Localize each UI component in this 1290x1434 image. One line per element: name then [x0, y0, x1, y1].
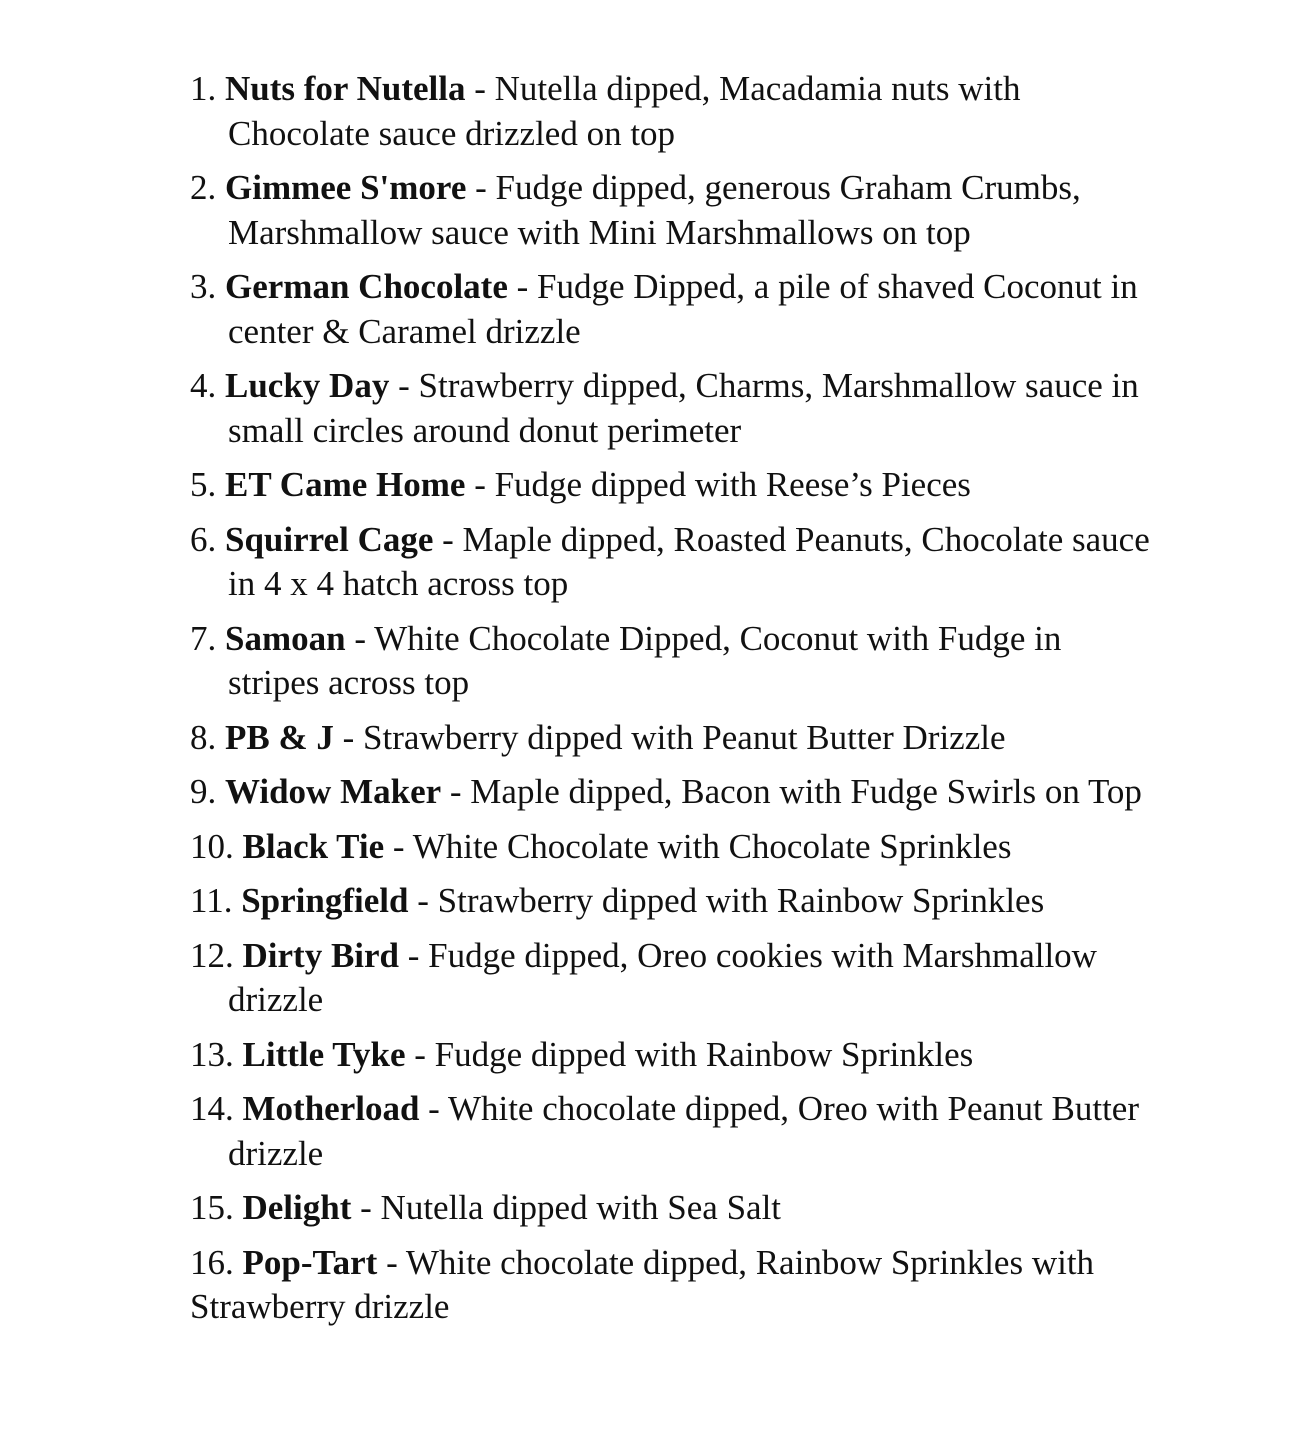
item-name: ET Came Home — [225, 465, 466, 504]
item-name: Gimmee S'more — [225, 168, 467, 207]
item-number: 3. — [190, 267, 217, 306]
item-description: - Strawberry dipped with Peanut Butter Drizzle — [333, 717, 1006, 757]
item-description: - Nutella dipped with Sea Salt — [351, 1188, 782, 1227]
item-description: - Strawberry dipped with Rainbow Sprinkles — [408, 881, 1045, 920]
list-item — [190, 166, 1150, 255]
item-description: - Fudge dipped, Oreo cookies with Marshmallow drizzle — [228, 935, 1097, 1019]
item-description: - White chocolate dipped, Rainbow Sprinkles with Strawberry drizzle — [190, 1242, 1095, 1326]
item-name: Pop-Tart — [242, 1242, 378, 1282]
list-item — [190, 770, 1150, 815]
item-number: 6. — [190, 519, 217, 559]
donut-menu-list — [190, 67, 1150, 1340]
item-number: 12. — [190, 935, 234, 975]
item-number: 13. — [190, 1034, 234, 1074]
item-name: Dirty Bird — [242, 935, 400, 975]
item-description: - Fudge Dipped, a pile of shaved Coconut in center & Caramel drizzle — [228, 267, 1138, 351]
list-item — [190, 934, 1150, 1023]
item-name: Lucky Day — [225, 366, 390, 405]
item-name: Delight — [242, 1188, 352, 1227]
item-number: 15. — [190, 1188, 234, 1227]
item-name: Samoan — [225, 618, 346, 658]
item-number: 5. — [190, 465, 217, 504]
item-description: - White Chocolate with Chocolate Sprinkles — [384, 826, 1012, 866]
item-name: Springfield — [241, 881, 409, 920]
list-item — [190, 879, 1150, 924]
item-number: 1. — [190, 69, 217, 108]
list-item — [190, 1241, 1150, 1330]
list-item — [190, 825, 1150, 870]
list-item — [190, 265, 1150, 354]
item-description: - Strawberry dipped, Charms, Marshmallow sauce in small circles around donut perimeter — [228, 366, 1139, 450]
item-description: - Maple dipped, Roasted Peanuts, Chocolate sauce in 4 x 4 hatch across top — [228, 519, 1150, 603]
item-number: 16. — [190, 1242, 234, 1282]
item-number: 10. — [190, 826, 234, 866]
list-item — [190, 617, 1150, 706]
item-description: - Fudge dipped with Reese’s Pieces — [465, 465, 971, 504]
item-number: 9. — [190, 772, 217, 811]
item-name: Squirrel Cage — [225, 519, 434, 559]
list-item — [190, 67, 1150, 156]
list-item — [190, 716, 1150, 761]
item-number: 8. — [190, 717, 217, 757]
item-number: 14. — [190, 1089, 234, 1128]
item-description: - Nutella dipped, Macadamia nuts with Chocolate sauce drizzled on top — [228, 69, 1021, 153]
item-number: 7. — [190, 618, 217, 658]
list-item — [190, 1033, 1150, 1078]
item-name: Widow Maker — [225, 772, 442, 811]
item-number: 4. — [190, 366, 217, 405]
item-name: Little Tyke — [242, 1034, 406, 1074]
item-number: 11. — [190, 881, 233, 920]
item-name: Black Tie — [242, 826, 385, 866]
item-name: Motherload — [242, 1089, 420, 1128]
item-number: 2. — [190, 168, 217, 207]
item-description: - Fudge dipped with Rainbow Sprinkles — [405, 1034, 974, 1074]
item-description: - Fudge dipped, generous Graham Crumbs, Marshmallow sauce with Mini Marshmallows on top — [228, 168, 1081, 252]
list-item — [190, 463, 1150, 508]
list-item — [190, 1087, 1150, 1176]
item-name: PB & J — [225, 717, 334, 757]
item-description: - Maple dipped, Bacon with Fudge Swirls on Top — [441, 772, 1142, 811]
item-name: German Chocolate — [225, 267, 508, 306]
item-description: - White chocolate dipped, Oreo with Peanut Butter drizzle — [228, 1089, 1139, 1173]
item-description: - White Chocolate Dipped, Coconut with Fudge in stripes across top — [228, 618, 1062, 702]
item-name: Nuts for Nutella — [225, 69, 466, 108]
list-item — [190, 1186, 1150, 1231]
list-item — [190, 518, 1150, 607]
list-item — [190, 364, 1150, 453]
